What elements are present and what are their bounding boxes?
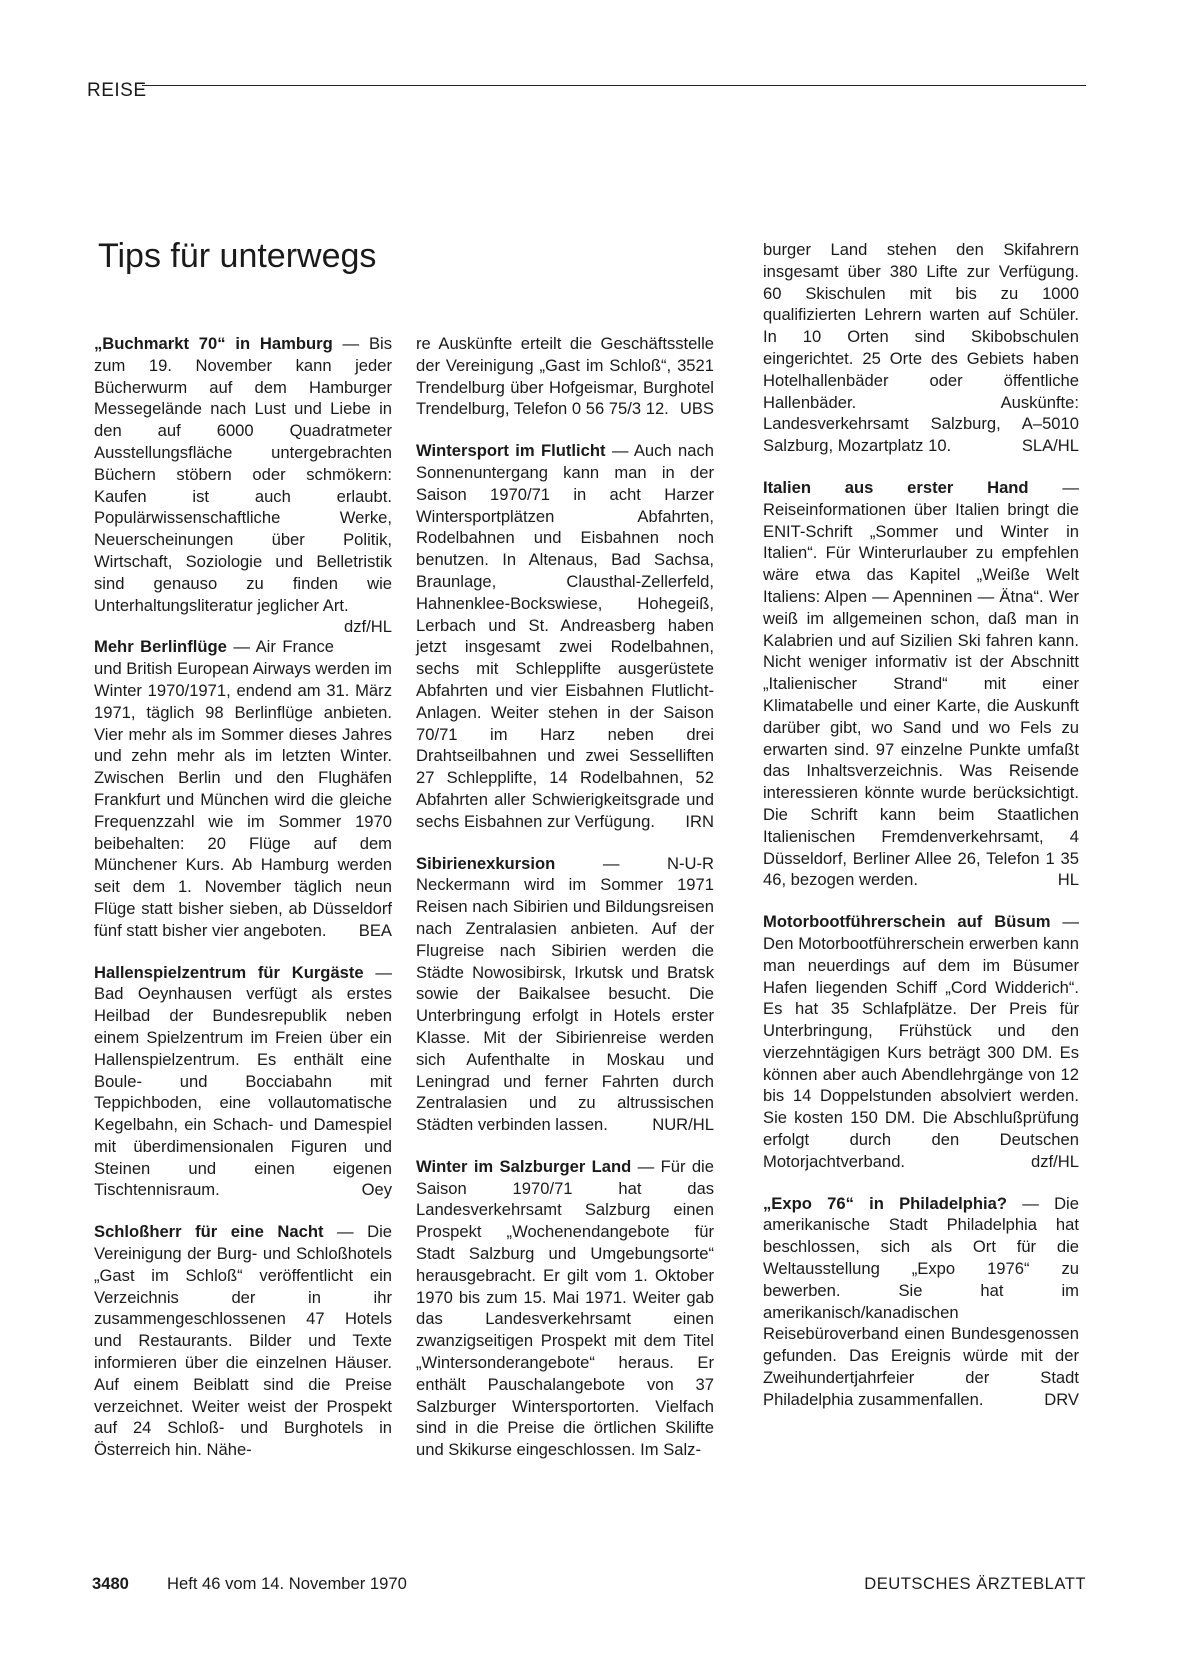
column-2	[416, 333, 714, 1481]
article-body: Reiseinformationen über Italien bringt die ENIT-Schrift „Sommer und Winter in Italien“. Für Winterurlauber zu empfehlen wäre etwa das Kapitel „Weiße Welt Italiens: Alpen — Apenninen — Ätna“. Wer weiß im allgemeinen schon, daß man in Kalabrien und auf Sizilien Ski fahren kann. Nicht weniger informativ ist der Abschnitt „Italienischer Strand“ mit einer Klimatabelle und einer Karte, die Auskunft darüber gibt, wo Sand und wo Fels zu erwarten sind. 97 einzelne Punkte umfaßt das Inhaltsverzeichnis. Was Reisende interessieren könnte wurde berücksichtigt. Die Schrift kann beim Staatlichen Italienischen Fremdenverkehrsamt, 4 Düsseldorf, Berliner Allee 26, Telefon 1 35 46, bezogen werden.	[763, 499, 1079, 890]
page-number: 3480	[92, 1574, 129, 1593]
article-headline: Mehr Berlinflüge	[94, 637, 227, 657]
column-1	[94, 333, 392, 1481]
dash: —	[233, 637, 256, 657]
article-berlinfluege	[94, 636, 392, 941]
article-signature: IRN	[685, 811, 714, 831]
article-body: Air France und British European Airways werden im Winter 1970/1971, endend am 31. März 1971, täglich 98 Berlinflüge anbieten. Vier mehr als im Sommer dieses Jahres und zehn mehr als im letzten Winter. Zwischen Berlin und den Flughäfen Frankfurt und München wird die gleiche Frequenzzahl wie im Sommer 1970 beibehalten: 20 Flüge auf dem Münchener Kurs. Ab Hamburg werden seit dem 1. November täglich neun Flüge statt bisher sieben, ab Düsseldorf fünf statt bisher vier angeboten.	[94, 637, 392, 940]
article-italien	[763, 477, 1079, 891]
article-buchmarkt	[94, 333, 392, 637]
dash: —	[637, 1156, 661, 1176]
article-signature: BEA	[358, 920, 392, 940]
article-body: Für die Saison 1970/71 hat das Landesverkehrsamt Salzburg einen Prospekt „Wochenendangebote für Stadt Salzburg und Umgebungsorte“ herausgebracht. Er gilt vom 1. Oktober 1970 bis zum 15. Mai 1971. Weiter gab das Landesverkehrsamt einen zwanzigseitigen Prospekt mit dem Titel „Wintersonderangebote“ heraus. Er enthält Pauschalangebote von 37 Salzburger Wintersportorten. Vielfach sind in die Preise die örtlichen Skilifte und Skikurse eingeschlossen. Im Salz-	[416, 1156, 714, 1460]
article-headline: Italien aus erster Hand	[763, 477, 1029, 497]
article-body: Bad Oeynhausen verfügt als erstes Heilbad der Bundesrepublik neben einem Spielzentrum im Freien über ein Hallenspielzentrum. Es enthält eine Boule- und Bocciabahn mit Teppichboden, eine vollautomatische Kegelbahn, ein Schach- und Damespiel mit überdimensionalen Figuren und Steinen und einen eigenen Tischtennisraum.	[94, 984, 392, 1200]
article-hallenspielzentrum	[94, 962, 392, 1202]
article-body: N-U-R Neckermann wird im Sommer 1971 Reisen nach Sibirien und Bildungsreisen nach Zentralasien anbieten. Auf der Flugreise nach Sibirien werden die Städte Nowosibirsk, Irkutsk und Bratsk sowie der Baikalsee besucht. Die Unterbringung erfolgt in Hotels erster Klasse. Mit der Sibirienreise werden sich Aufenthalte in Moskau und Leningrad und ferner Fahrten durch Zentralasien und zu altrussischen Städten verbinden lassen.	[416, 853, 714, 1135]
article-headline: Wintersport im Flutlicht	[416, 441, 606, 461]
article-signature: Oey	[361, 1180, 392, 1200]
article-headline: Winter im Salzburger Land	[416, 1156, 632, 1176]
column-3	[763, 239, 1079, 1431]
article-schlossherr-continued	[416, 333, 714, 420]
article-signature: DRV	[1044, 1389, 1079, 1409]
article-body: Die Vereinigung der Burg- und Schloßhotels „Gast im Schloß“ veröffentlicht ein Verzeichnis der in ihr zusammengeschlossenen 47 Hotels und Restaurants. Bilder und Texte informieren über die einzelnen Häuser. Auf einem Beiblatt sind die Preise verzeichnet. Weiter weist der Prospekt auf 24 Schloß- und Burghotels in Österreich hin. Nähe-	[94, 1222, 392, 1460]
dash: —	[337, 1222, 368, 1242]
article-signature: dzf/HL	[344, 617, 392, 637]
article-signature: HL	[1057, 870, 1079, 890]
dash: —	[1062, 477, 1079, 497]
article-body: Bis zum 19. November kann jeder Bücherwurm auf dem Hamburger Messegelände nach Lust und Liebe in den auf 6000 Quadratmeter Ausstellungsfläche untergebrachten Büchern stöbern oder schmökern: Kaufen ist auch erlaubt. Populärwissenschaftliche Werke, Neuerscheinungen über Politik, Wirtschaft, Soziologie und Belletristik sind genauso zu finden wie Unterhaltungsliteratur jeglicher Art.	[94, 334, 392, 615]
article-body: Auch nach Sonnenuntergang kann man in der Saison 1970/71 in acht Harzer Wintersportplätzen Abfahrten, Rodelbahnen und Eisbahnen noch benutzen. In Altenaus, Bad Sachsa, Braunlage, Clausthal-Zellerfeld, Hahnenklee-Bockswiese, Hohegeiß, Lerbach und St. Andreasberg haben jetzt insgesamt zwei Rodelbahnen, sechs mit Schlepplifte ausgerüstete Abfahrten und vier Eisbahnen Flutlicht-Anlagen. Weiter stehen in der Saison 70/71 im Harz neben drei Drahtseilbahnen und zwei Sesselliften 27 Schlepplifte, 14 Rodelbahnen, 52 Abfahrten aller Schwierigkeitsgrade und sechs Eisbahnen zur Verfügung.	[416, 441, 714, 831]
article-wintersport	[416, 440, 714, 832]
issue-line: Heft 46 vom 14. November 1970	[167, 1574, 407, 1593]
article-motorboot	[763, 911, 1079, 1173]
journal-name: DEUTSCHES ÄRZTEBLATT	[864, 1574, 1086, 1593]
article-headline: „Buchmarkt 70“ in Hamburg	[94, 334, 333, 353]
section-label: REISE	[87, 80, 147, 101]
header-rule	[142, 85, 1086, 86]
article-salzburg	[416, 1156, 714, 1461]
dash: —	[1062, 912, 1079, 932]
article-schlossherr	[94, 1221, 392, 1461]
article-signature: dzf/HL	[1031, 1151, 1079, 1171]
article-expo	[763, 1193, 1079, 1411]
article-body: burger Land stehen den Skifahrern insgesamt über 380 Lifte zur Verfügung. 60 Skischulen mit bis zu 1000 qualifizierten Lehrern warten auf Schüler. In 10 Orten sind Skibobschulen eingerichtet. 25 Orte des Gebiets haben Hotelhallenbäder oder öffentliche Hallenbäder. Auskünfte: Landesverkehrsamt Salzburg, A–5010 Salzburg, Mozartplatz 10.	[763, 240, 1079, 456]
dash: —	[375, 962, 392, 982]
article-headline: Hallenspielzentrum für Kurgäste	[94, 962, 364, 982]
article-headline: „Expo 76“ in Philadelphia?	[763, 1193, 1007, 1213]
article-salzburg-continued	[763, 239, 1079, 457]
article-headline: Sibirienexkursion	[416, 853, 556, 873]
dash: —	[342, 334, 369, 353]
article-body: Die amerikanische Stadt Philadelphia hat beschlossen, sich als Ort für die Weltausstellung „Expo 1976“ zu bewerben. Sie hat im amerikanisch/kanadischen Reisebüroverband einen Bundesgenossen gefunden. Das Ereignis würde mit der Zweihundertjahrfeier der Stadt Philadelphia zusammenfallen.	[763, 1193, 1079, 1409]
article-signature: NUR/HL	[652, 1115, 714, 1135]
article-body: re Auskünfte erteilt die Geschäftsstelle der Vereinigung „Gast im Schloß“, 3521 Trendelburg über Hofgeismar, Burghotel Trendelburg, Telefon 0 56 75/3 12.	[416, 334, 714, 419]
article-signature: UBS	[679, 399, 714, 419]
article-body: Den Motorbootführerschein erwerben kann man neuerdings auf dem im Büsumer Hafen liegenden Schiff „Cord Widderich“. Es hat 35 Schlafplätze. Der Preis für Unterbringung, Frühstück und den vierzehntägigen Kurs beträgt 300 DM. Es können aber auch Abendlehrgänge von 12 bis 14 Doppelstunden absolviert werden. Sie kosten 150 DM. Die Abschlußprüfung erfolgt durch den Deutschen Motorjachtverband.	[763, 933, 1079, 1171]
dash: —	[602, 853, 667, 873]
article-signature: SLA/HL	[1021, 436, 1079, 456]
dash: —	[611, 441, 634, 461]
article-sibirien	[416, 853, 714, 1136]
article-headline: Schloßherr für eine Nacht	[94, 1222, 324, 1242]
article-headline: Motorbootführerschein auf Büsum	[763, 912, 1051, 932]
dash: —	[1022, 1193, 1055, 1213]
page-title: Tips für unterwegs	[98, 237, 377, 275]
